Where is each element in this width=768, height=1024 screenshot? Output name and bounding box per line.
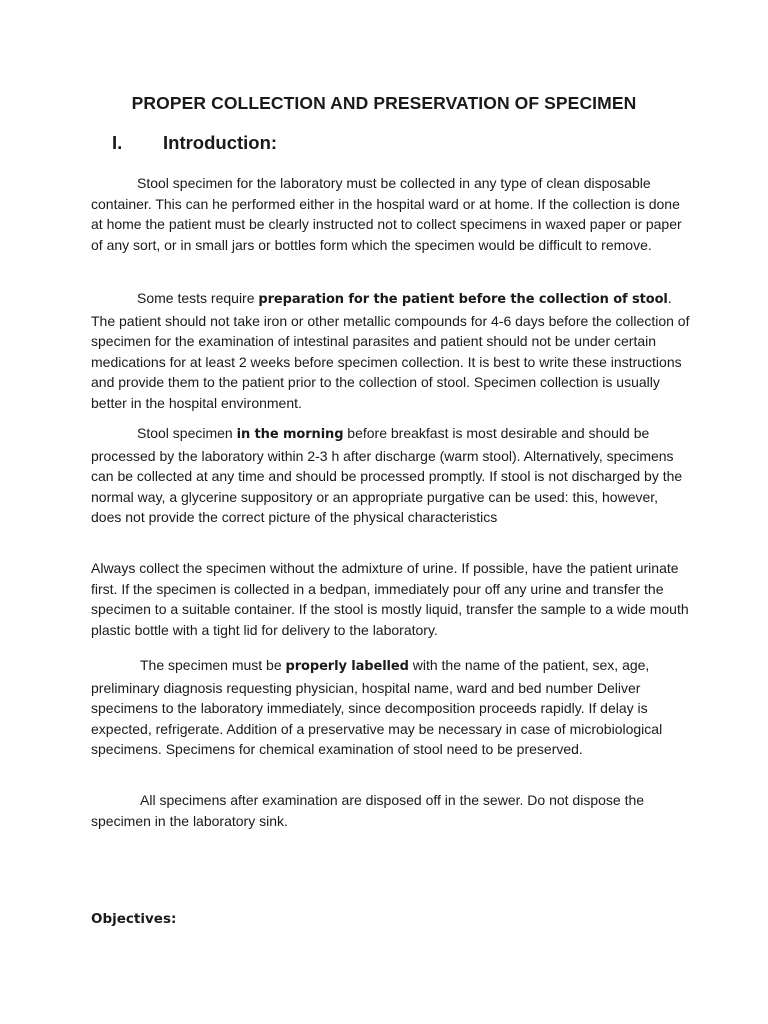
paragraph-text: . The patient should not take iron or other metallic compounds for 4-6 days before the collection of specimen for the examination of intestinal parasites and patient should not be under certain medications for at least 2 weeks before specimen collection. It is best to write these instructions and provide them to the patient prior to the collection of stool. Specimen collection is usually better in the hospital environment.	[91, 290, 690, 411]
paragraph-text: with the name of the patient, sex, age, preliminary diagnosis requesting physician, hospital name, ward and bed number Deliver specimens to the laboratory immediately, since decomposition proceeds rapidly. If delay is expected, refrigerate. Addition of a preservative may be necessary in case of microbiological specimens. Specimens for chemical examination of stool need to be preserved.	[91, 657, 663, 758]
section-number: I.	[112, 132, 123, 153]
paragraph-emphasis: in the morning	[236, 427, 344, 442]
paragraph-labelling	[91, 655, 691, 760]
paragraph-text: All specimens after examination are disposed off in the sewer. Do not dispose the specimen in the laboratory sink.	[91, 792, 645, 829]
paragraph-emphasis: preparation for the patient before the collection of stool	[258, 292, 668, 307]
section-heading	[112, 132, 277, 154]
paragraph-text: Stool specimen	[137, 425, 237, 441]
objectives-heading: Objectives:	[91, 911, 177, 927]
document-title: PROPER COLLECTION AND PRESERVATION OF SPECIMEN	[131, 93, 637, 113]
paragraph-disposal	[91, 790, 691, 831]
paragraph-text: The specimen must be	[140, 657, 286, 673]
section-heading-text: Introduction:	[163, 132, 278, 153]
paragraph-morning-specimen	[91, 423, 691, 528]
paragraph-text: Always collect the specimen without the admixture of urine. If possible, have the patient urinate first. If the specimen is collected in a bedpan, immediately pour off any urine and transfer the specimen to a suitable container. If the stool is mostly liquid, transfer the sample to a wide mouth plastic bottle with a tight lid for delivery to the laboratory.	[91, 560, 689, 638]
paragraph-urine-admixture	[91, 558, 691, 640]
paragraph-stool-container	[91, 173, 691, 255]
paragraph-patient-preparation	[91, 288, 691, 414]
paragraph-text: Some tests require	[137, 290, 259, 306]
paragraph-text: before breakfast is most desirable and should be processed by the laboratory within 2-3 h after discharge (warm stool). Alternatively, specimens can be collected at any time and should be processed promptly. If stool is not discharged by the normal way, a glycerine suppository or an appropriate purgative can be used: this, however, does not provide the correct picture of the physical characteristics	[91, 425, 683, 526]
paragraph-emphasis: properly labelled	[285, 659, 409, 674]
paragraph-text: Stool specimen for the laboratory must be collected in any type of clean disposable container. This can he performed either in the hospital ward or at home. If the collection is done at home the patient must be clearly instructed not to collect specimens in waxed paper or paper of any sort, or in small jars or bottles form which the specimen would be difficult to remove.	[91, 175, 682, 253]
